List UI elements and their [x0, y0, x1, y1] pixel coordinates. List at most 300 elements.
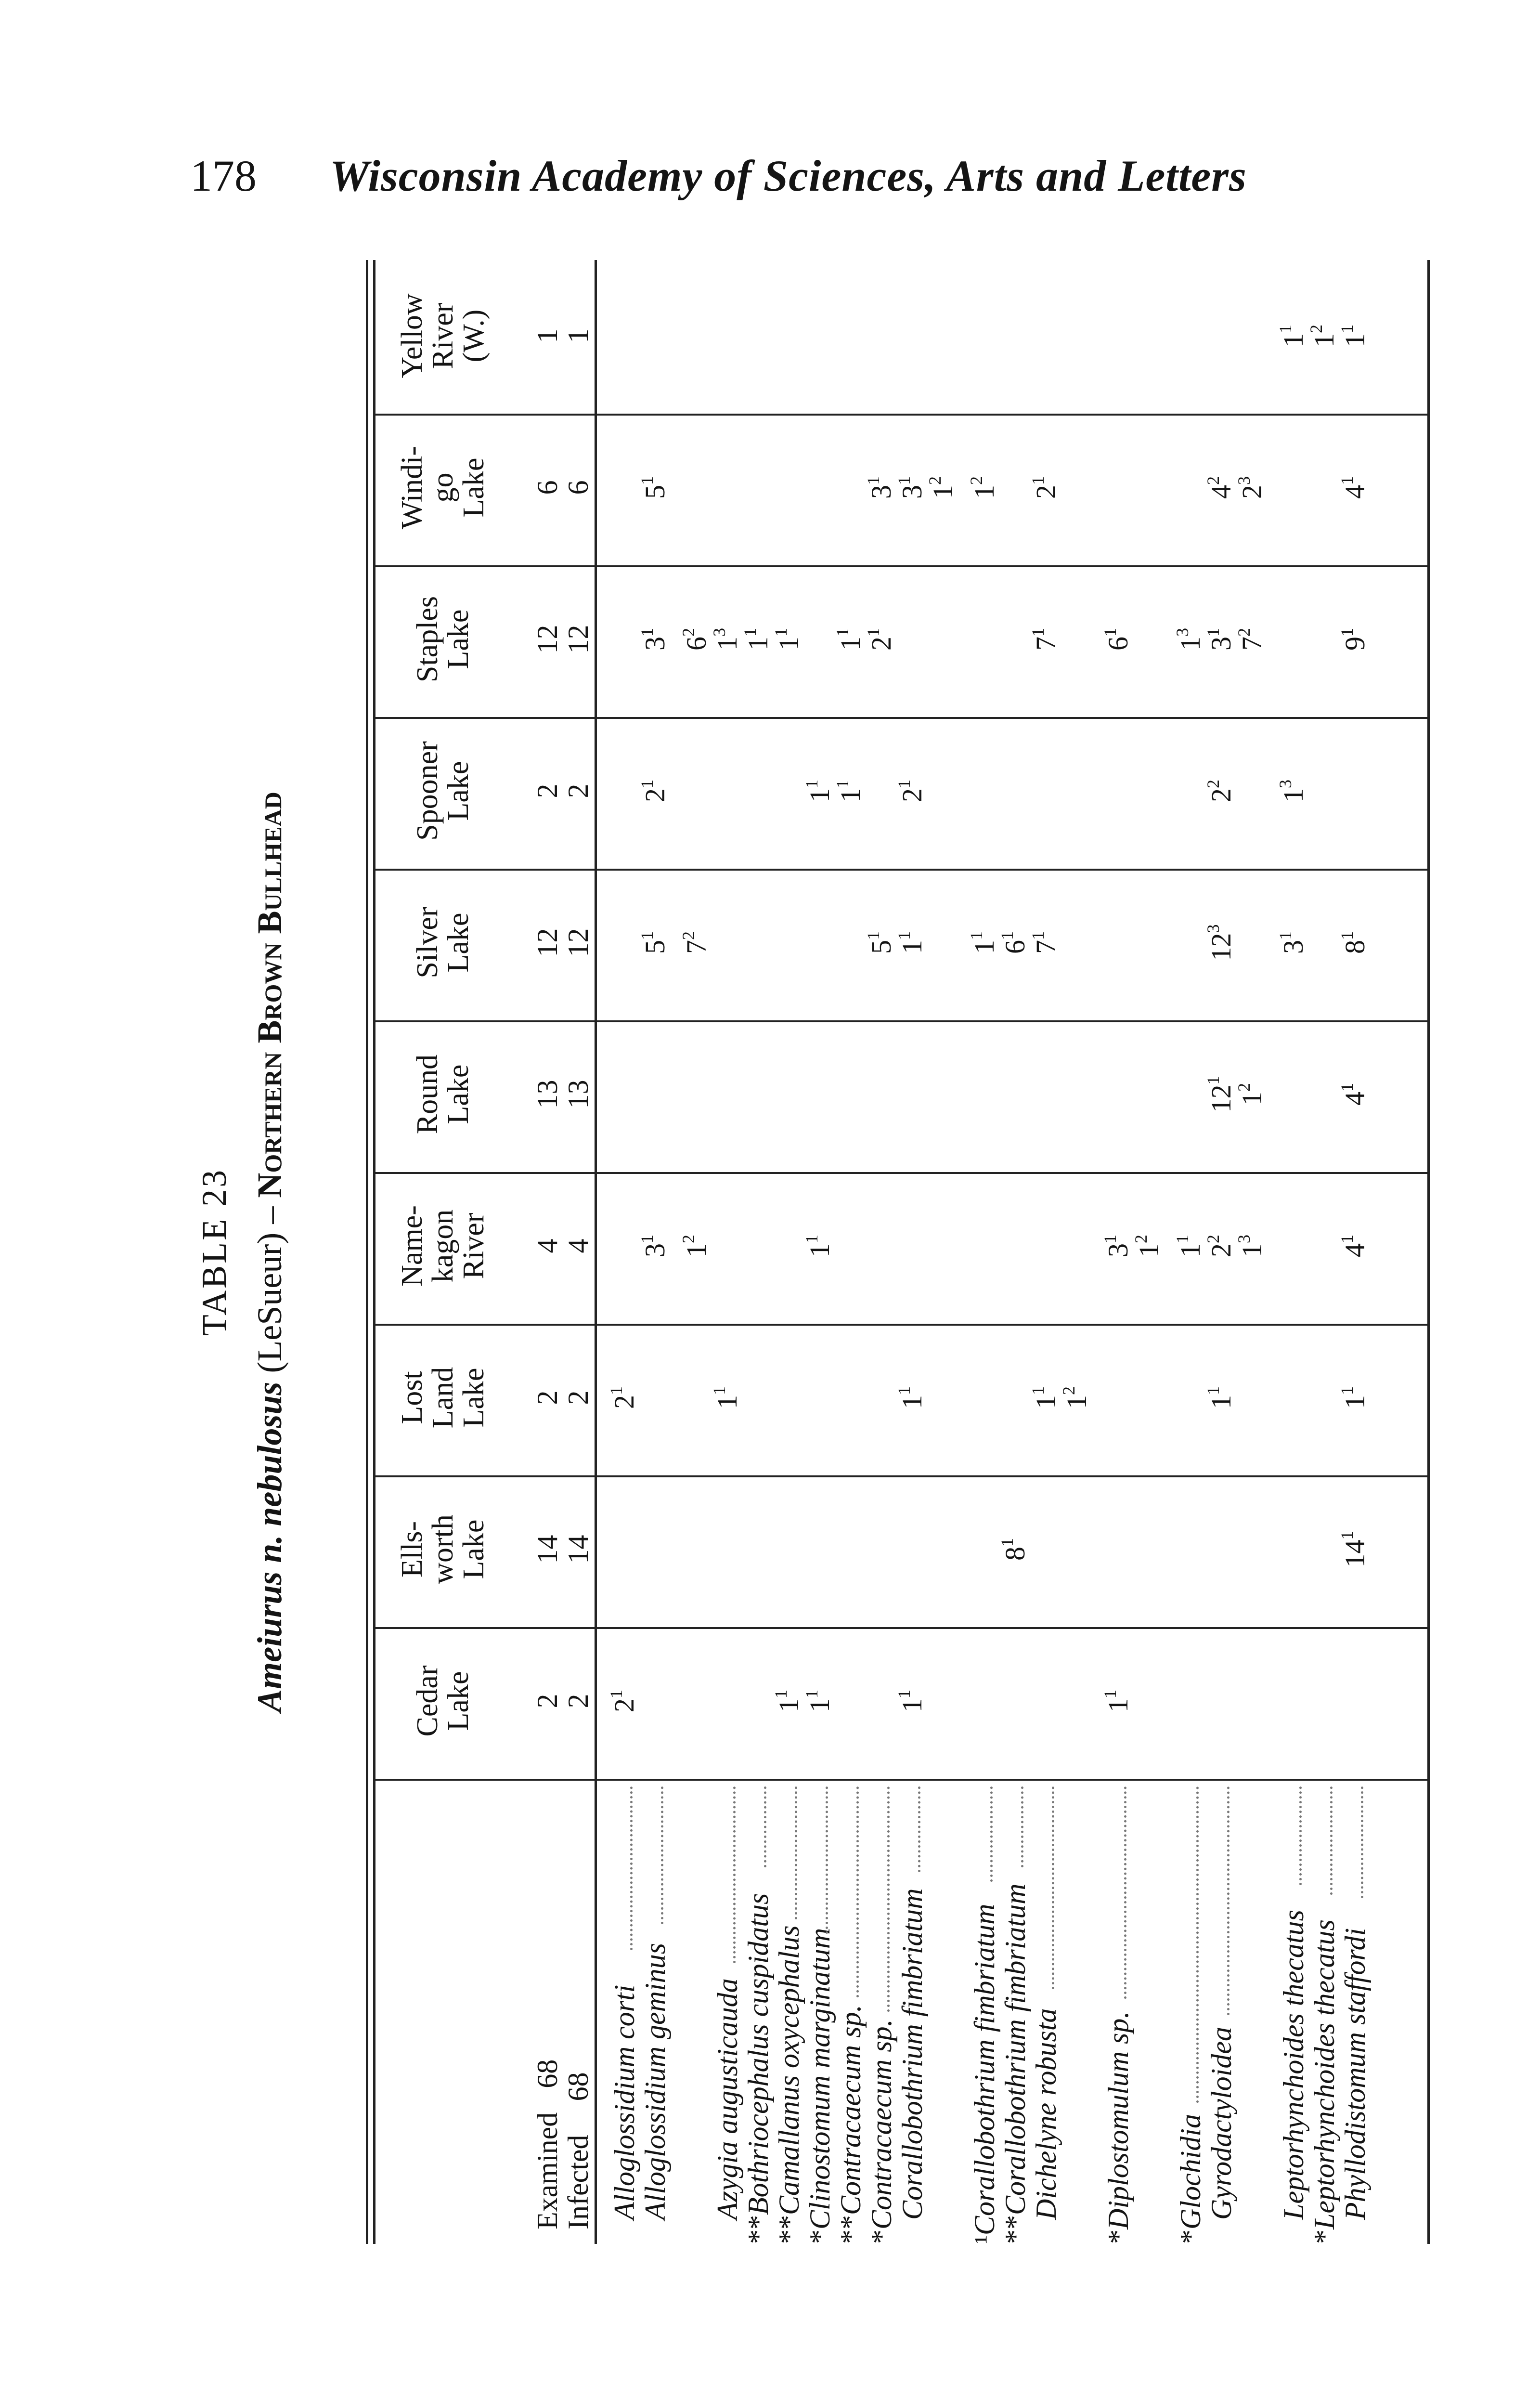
- count-value: 3: [1205, 637, 1237, 651]
- count-value: 2: [1030, 485, 1061, 499]
- infected-count: 2: [562, 783, 594, 798]
- count-cell: [894, 867, 928, 1018]
- examined-count: 14: [531, 1535, 563, 1564]
- infected-label: Infected: [562, 2135, 594, 2229]
- column-header: [378, 563, 508, 715]
- leader-dots: [1021, 1786, 1023, 1867]
- examined-count: 4: [531, 1238, 563, 1253]
- column-header: [378, 715, 508, 867]
- parasite-marker: ¹: [969, 2235, 1000, 2244]
- parasite-name: [640, 1943, 671, 2220]
- count-value: 2: [1205, 788, 1237, 802]
- count-cell: [1206, 1018, 1237, 1170]
- column-header-line: Windi-: [396, 445, 428, 530]
- count-cell: [1337, 412, 1371, 563]
- parasite-label: Contracaecum sp.: [866, 2019, 897, 2229]
- column-rule: [375, 1779, 1427, 1781]
- count-superscript: 1: [1173, 1235, 1192, 1243]
- examined-label: Examined: [531, 2112, 563, 2229]
- leader-dots: [990, 1786, 993, 1882]
- count-cell: [681, 867, 712, 1018]
- count-superscript: 1: [1028, 1386, 1048, 1395]
- column-header-line: kagon: [427, 1209, 459, 1283]
- infected-count: 1: [562, 328, 594, 343]
- count-value: 2: [608, 1395, 640, 1409]
- column-header-line: Yellow: [396, 293, 428, 378]
- count-value: 3: [1278, 940, 1309, 954]
- infected-count: 12: [562, 625, 594, 654]
- column-header-line: Cedar: [411, 1665, 444, 1737]
- infected-count: 4: [562, 1238, 594, 1253]
- count-superscript: 1: [1100, 628, 1120, 637]
- count-value: 1: [1175, 637, 1206, 651]
- count-superscript: 1: [833, 628, 852, 637]
- count-superscript: 1: [771, 1690, 790, 1698]
- count-cell: [835, 715, 866, 867]
- count-value: 1: [1236, 1092, 1268, 1106]
- infected-count: 14: [562, 1535, 594, 1564]
- leader-dots: [1052, 1786, 1054, 1989]
- parasite-marker: *: [866, 2229, 897, 2244]
- count-superscript: 3: [1204, 924, 1223, 933]
- parasite-label: Leptorhynchoides thecatus: [1278, 1910, 1309, 2220]
- parasite-label: Corallobothrium fimbriatum: [969, 1903, 1000, 2235]
- column-header: [378, 412, 508, 563]
- count-superscript: 1: [864, 628, 883, 637]
- examined-total: 68: [531, 2059, 563, 2088]
- count-superscript: 3: [1276, 780, 1295, 788]
- count-cell: [1234, 1170, 1268, 1322]
- count-value: 3: [896, 485, 928, 499]
- leader-dots: [856, 1786, 859, 1997]
- parasite-name: [1103, 2011, 1134, 2244]
- count-cell: [1337, 1018, 1371, 1170]
- count-superscript: 1: [864, 931, 883, 940]
- parasite-name: [969, 1904, 1000, 2244]
- count-value: 3: [1102, 1243, 1134, 1257]
- count-superscript: 3: [1234, 476, 1254, 485]
- count-cell: [1028, 1322, 1061, 1473]
- count-superscript: 3: [1173, 628, 1192, 637]
- count-superscript: 2: [1234, 1083, 1254, 1092]
- count-cell: [997, 1473, 1031, 1625]
- count-cell: [1337, 867, 1371, 1018]
- count-cell: [1337, 1473, 1371, 1625]
- column-header-line: Ells-: [396, 1521, 428, 1578]
- count-superscript: 1: [1337, 1531, 1357, 1540]
- count-value: 1: [1175, 1243, 1206, 1257]
- parasite-marker: **: [742, 2215, 774, 2244]
- count-cell: [637, 715, 671, 867]
- count-value: 3: [639, 637, 671, 651]
- count-cell: [1206, 563, 1237, 715]
- column-header-line: Name-: [396, 1205, 428, 1287]
- count-cell: [925, 412, 958, 563]
- count-cell: [1337, 1170, 1371, 1322]
- column-header-line: Lost: [396, 1371, 428, 1424]
- count-cell: [894, 1322, 928, 1473]
- count-cell: [637, 563, 671, 715]
- count-value: 9: [1339, 637, 1371, 651]
- running-head: [190, 144, 1365, 207]
- count-value: 4: [1339, 1092, 1371, 1106]
- count-value: 6: [1102, 637, 1134, 651]
- infected-count: 6: [562, 480, 594, 495]
- count-cell: [637, 412, 671, 563]
- count-superscript: 1: [637, 476, 657, 485]
- parasite-marker: *: [804, 2229, 836, 2244]
- parasite-label: Glochidia: [1175, 2114, 1206, 2229]
- journal-title: Wisconsin Academy of Sciences, Arts and Letters: [330, 151, 1247, 200]
- count-cell: [804, 1625, 835, 1777]
- count-superscript: 1: [1204, 1386, 1223, 1395]
- leader-dots: [1299, 1786, 1302, 1885]
- count-value: 5: [866, 940, 897, 954]
- count-value: 2: [1205, 1243, 1237, 1257]
- parasite-marker: **: [999, 2215, 1031, 2244]
- count-value: 1: [896, 1698, 928, 1712]
- leader-dots: [1361, 1786, 1363, 1898]
- count-superscript: 2: [967, 476, 986, 485]
- column-header-line: Lake: [442, 761, 475, 821]
- count-superscript: 1: [967, 931, 986, 940]
- count-superscript: 1: [802, 780, 821, 788]
- count-cell: [1206, 412, 1237, 563]
- count-superscript: 1: [894, 476, 914, 485]
- count-superscript: 2: [679, 1235, 698, 1243]
- examined-count: 2: [531, 1390, 563, 1405]
- count-superscript: 1: [802, 1690, 821, 1698]
- column-header-line: Spooner: [411, 741, 444, 841]
- count-value: 2: [1236, 485, 1268, 499]
- parasite-label: Clinostomum marginatum: [804, 1928, 836, 2229]
- count-superscript: 2: [1204, 1235, 1223, 1243]
- count-cell: [1175, 563, 1206, 715]
- column-header: [378, 1322, 508, 1473]
- count-cell: [1278, 260, 1309, 412]
- count-superscript: 1: [1337, 931, 1357, 940]
- count-superscript: 3: [1234, 1235, 1254, 1243]
- count-superscript: 2: [925, 476, 945, 485]
- count-cell: [894, 412, 928, 563]
- leader-dots: [661, 1786, 663, 1924]
- count-value: 1: [773, 1698, 804, 1712]
- count-cell: [1278, 715, 1309, 867]
- column-header-line: Lake: [442, 609, 475, 669]
- infected-count: 2: [562, 1694, 594, 1708]
- count-cell: [804, 1170, 835, 1322]
- parasite-name: [1175, 2114, 1206, 2244]
- count-value: 1: [1339, 1395, 1371, 1409]
- count-cell: [1206, 715, 1237, 867]
- count-cell: [997, 867, 1031, 1018]
- count-value: 12: [1205, 1084, 1237, 1113]
- column-header-line: Lake: [442, 1064, 475, 1124]
- count-value: 1: [712, 637, 743, 651]
- count-cell: [712, 1322, 743, 1473]
- parasite-marker: **: [835, 2215, 867, 2244]
- count-cell: [894, 1625, 928, 1777]
- count-value: 5: [639, 940, 671, 954]
- page-number: 178: [190, 151, 257, 200]
- infected-row-label: [563, 2072, 594, 2229]
- count-cell: [637, 1170, 671, 1322]
- parasite-label: Gyrodactyloidea: [1205, 2027, 1237, 2220]
- count-cell: [609, 1625, 640, 1777]
- count-cell: [1337, 260, 1371, 412]
- examined-count: 1: [531, 328, 563, 343]
- count-value: 12: [1205, 933, 1237, 961]
- count-superscript: 1: [997, 1538, 1017, 1547]
- table-title-author: (LeSueur) –: [250, 1206, 289, 1373]
- parasite-name: [1206, 2027, 1237, 2220]
- count-value: 1: [1278, 788, 1309, 802]
- count-value: 1: [1308, 333, 1340, 347]
- count-superscript: 1: [997, 931, 1017, 940]
- count-superscript: 1: [710, 1386, 729, 1395]
- count-value: 1: [927, 485, 958, 499]
- leader-dots: [826, 1786, 828, 1934]
- count-cell: [637, 867, 671, 1018]
- parasite-name: [897, 1889, 928, 2220]
- count-superscript: 1: [894, 1690, 914, 1698]
- count-value: 3: [639, 1243, 671, 1257]
- count-value: 1: [1205, 1395, 1237, 1409]
- count-cell: [1278, 867, 1309, 1018]
- parasite-name: [866, 2019, 897, 2244]
- count-superscript: 2: [1204, 476, 1223, 485]
- count-value: 1: [969, 485, 1000, 499]
- examined-count: 6: [531, 480, 563, 495]
- count-cell: [1028, 867, 1061, 1018]
- parasite-label: Alloglossidium corti: [608, 1984, 640, 2220]
- count-cell: [969, 867, 1000, 1018]
- examined-count: 12: [531, 625, 563, 654]
- parasite-name: [1309, 1919, 1340, 2244]
- examined-count: 12: [531, 928, 563, 957]
- count-cell: [1100, 1170, 1134, 1322]
- count-value: 4: [1339, 485, 1371, 499]
- count-cell: [1206, 867, 1237, 1018]
- count-cell: [771, 1625, 804, 1777]
- parasite-label: Contracaecum sp.: [835, 2005, 867, 2215]
- count-superscript: 1: [607, 1690, 626, 1698]
- column-header: [378, 260, 508, 412]
- count-cell: [1337, 563, 1371, 715]
- count-value: 1: [804, 1243, 835, 1257]
- column-header-line: Round: [411, 1054, 444, 1134]
- count-cell: [1234, 412, 1268, 563]
- count-superscript: 1: [1337, 1235, 1357, 1243]
- column-header: [378, 1018, 508, 1170]
- column-header-line: Staples: [411, 596, 444, 683]
- parasite-label: Alloglossidium geminus: [639, 1942, 671, 2220]
- examined-count: 2: [531, 783, 563, 798]
- count-cell: [681, 1170, 712, 1322]
- count-superscript: 1: [1100, 1235, 1120, 1243]
- count-value: 1: [773, 637, 804, 651]
- parasite-name: [835, 2005, 866, 2244]
- count-value: 4: [1205, 485, 1237, 499]
- column-header-line: go: [427, 472, 459, 503]
- count-value: 1: [969, 940, 1000, 954]
- count-value: 1: [681, 1243, 712, 1257]
- count-value: 2: [866, 637, 897, 651]
- count-value: 2: [608, 1698, 640, 1712]
- count-value: 1: [804, 1698, 835, 1712]
- rotated-table: [185, 260, 1418, 2244]
- count-cell: [1131, 1170, 1165, 1322]
- count-superscript: 2: [1059, 1386, 1078, 1395]
- bottom-rule: [1427, 260, 1430, 2244]
- examined-count: 13: [531, 1080, 563, 1109]
- count-cell: [1206, 1322, 1237, 1473]
- column-header: [378, 1473, 508, 1625]
- leader-dots: [630, 1786, 633, 1950]
- count-superscript: 2: [1204, 780, 1223, 788]
- count-value: 7: [1030, 637, 1061, 651]
- parasite-label: Phyllodistomum staffordi: [1339, 1928, 1371, 2220]
- count-superscript: 1: [637, 780, 657, 788]
- parasite-name: [1000, 1884, 1031, 2244]
- count-superscript: 1: [637, 628, 657, 637]
- infected-total: 68: [562, 2072, 594, 2101]
- count-superscript: 2: [679, 628, 698, 637]
- parasite-label: Leptorhynchoides thecatus: [1308, 1919, 1340, 2229]
- count-cell: [1175, 1170, 1206, 1322]
- count-superscript: 1: [1337, 1083, 1357, 1092]
- count-value: 8: [999, 1547, 1031, 1561]
- count-superscript: 2: [1307, 325, 1326, 333]
- parasite-name: [609, 1985, 640, 2220]
- count-superscript: 1: [1337, 1386, 1357, 1395]
- table-title-common: Northern Brown Bullhead: [250, 792, 289, 1198]
- count-cell: [1234, 563, 1268, 715]
- count-superscript: 1: [740, 628, 760, 637]
- leader-dots: [733, 1786, 736, 1963]
- column-header-line: worth: [427, 1514, 459, 1584]
- count-value: 7: [1236, 637, 1268, 651]
- infected-count: 13: [562, 1080, 594, 1109]
- count-cell: [740, 563, 774, 715]
- parasite-label: Azygia augusticauda: [712, 1978, 743, 2220]
- table-title: [243, 260, 296, 2244]
- count-superscript: 2: [679, 931, 698, 940]
- column-header: [378, 1170, 508, 1322]
- count-superscript: 1: [1276, 325, 1295, 333]
- count-superscript: 1: [894, 1386, 914, 1395]
- parasite-label: Corallobothrium fimbriatum: [896, 1888, 928, 2220]
- count-value: 7: [681, 940, 712, 954]
- count-superscript: 1: [1337, 476, 1357, 485]
- leader-dots: [918, 1786, 920, 1872]
- parasite-name: [1031, 2008, 1061, 2220]
- count-value: 1: [1236, 1243, 1268, 1257]
- column-header-line: River: [457, 1212, 490, 1279]
- count-value: 7: [1030, 940, 1061, 954]
- count-cell: [835, 563, 866, 715]
- count-superscript: 1: [771, 628, 790, 637]
- parasite-label: Camallanus oxycephalus: [773, 1925, 805, 2215]
- count-superscript: 1: [894, 931, 914, 940]
- count-cell: [771, 563, 804, 715]
- parasite-label: Corallobothrium fimbriatum: [999, 1883, 1031, 2215]
- parasite-name: [774, 1925, 804, 2244]
- count-cell: [969, 412, 1000, 563]
- count-superscript: 1: [607, 1386, 626, 1395]
- count-value: 1: [1278, 333, 1309, 347]
- count-cell: [894, 715, 928, 867]
- leader-dots: [795, 1786, 797, 1919]
- count-cell: [609, 1322, 640, 1473]
- column-header-line: Land: [427, 1367, 459, 1429]
- count-superscript: 1: [1028, 628, 1048, 637]
- count-superscript: 1: [1204, 1076, 1223, 1085]
- count-cell: [1309, 260, 1340, 412]
- infected-count: 2: [562, 1390, 594, 1405]
- count-value: 6: [999, 940, 1031, 954]
- count-superscript: 1: [1028, 931, 1048, 940]
- leader-dots: [1124, 1786, 1126, 1999]
- count-value: 1: [1133, 1243, 1165, 1257]
- count-superscript: 1: [894, 780, 914, 788]
- count-value: 2: [639, 788, 671, 802]
- count-superscript: 1: [637, 931, 657, 940]
- count-superscript: 1: [637, 1235, 657, 1243]
- count-cell: [866, 563, 897, 715]
- count-cell: [681, 563, 712, 715]
- count-value: 3: [866, 485, 897, 499]
- count-value: 14: [1339, 1539, 1371, 1568]
- count-superscript: 1: [1337, 325, 1357, 333]
- count-cell: [1234, 1018, 1268, 1170]
- parasite-label: Bothriocephalus cuspidatus: [742, 1893, 774, 2215]
- count-superscript: 1: [864, 476, 883, 485]
- infected-count: 12: [562, 928, 594, 957]
- parasite-marker: *: [1308, 2229, 1340, 2244]
- parasite-name: [1340, 1928, 1371, 2220]
- count-superscript: 1: [802, 1235, 821, 1243]
- table-title-species: Ameiurus n. nebulosus: [250, 1381, 289, 1712]
- parasite-label: Dichelyne robusta: [1030, 2008, 1062, 2220]
- count-superscript: 2: [1131, 1235, 1151, 1243]
- column-header-line: Lake: [457, 1519, 490, 1579]
- count-value: 1: [1061, 1395, 1092, 1409]
- top-rule-1: [366, 260, 368, 2244]
- column-header-line: Lake: [457, 457, 490, 518]
- count-cell: [804, 715, 835, 867]
- count-value: 4: [1339, 1243, 1371, 1257]
- count-cell: [1061, 1322, 1092, 1473]
- column-header: [378, 867, 508, 1018]
- count-cell: [1028, 412, 1061, 563]
- leader-dots: [1196, 1786, 1199, 2103]
- count-cell: [1337, 1322, 1371, 1473]
- parasite-name: [743, 1893, 774, 2244]
- count-cell: [1100, 1625, 1134, 1777]
- parasite-name: [804, 1928, 835, 2244]
- count-superscript: 3: [710, 628, 729, 637]
- examined-count: 2: [531, 1694, 563, 1708]
- count-value: 1: [896, 1395, 928, 1409]
- count-superscript: 1: [1204, 628, 1223, 637]
- count-value: 1: [1339, 333, 1371, 347]
- count-value: 1: [835, 788, 866, 802]
- table-label: TABLE 23: [195, 1168, 233, 1336]
- leader-dots: [887, 1786, 890, 2012]
- count-value: 1: [1030, 1395, 1061, 1409]
- column-header: [378, 1625, 508, 1777]
